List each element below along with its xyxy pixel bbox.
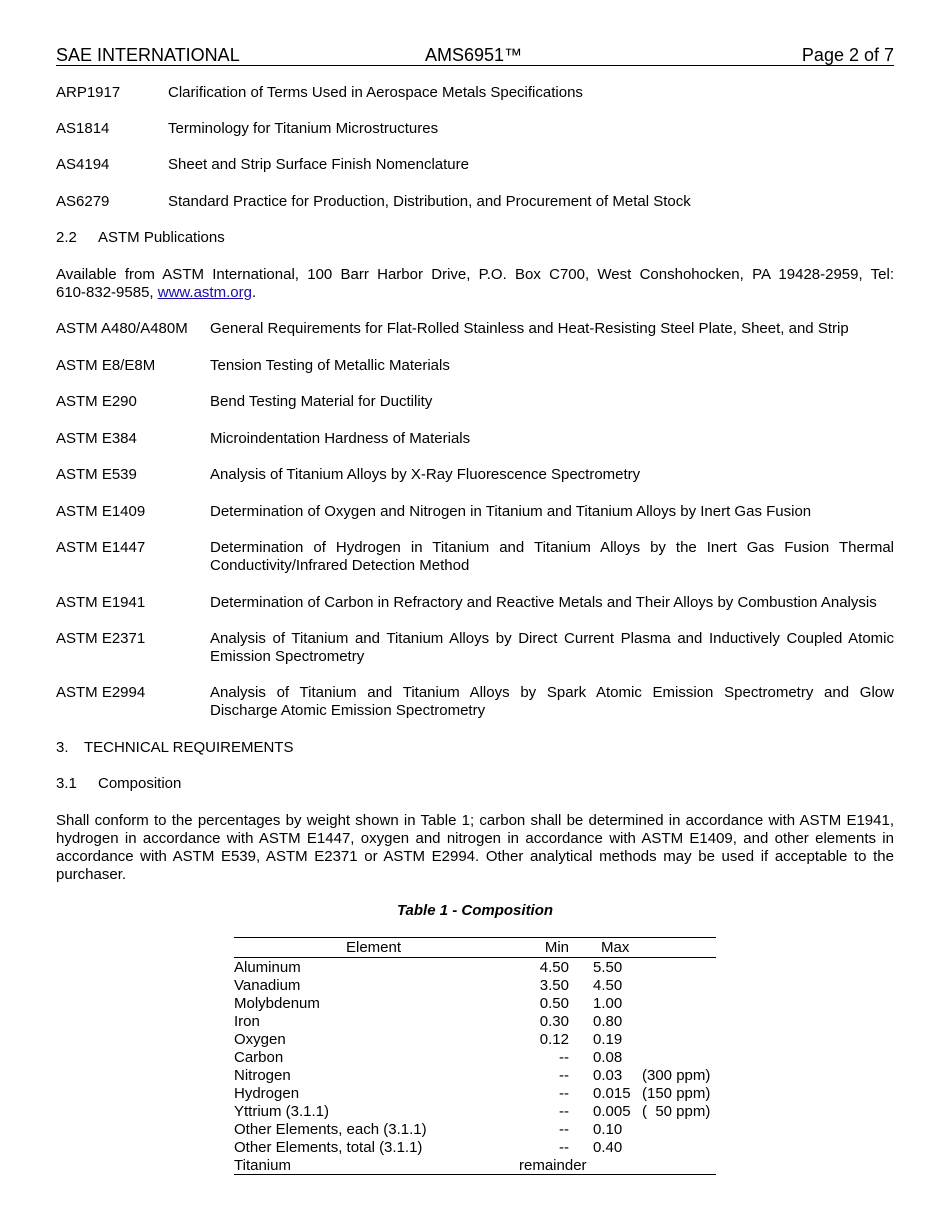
reference-code: ASTM E1409 — [56, 503, 146, 520]
cell-max: 0.40 — [593, 1139, 623, 1156]
section-title: TECHNICAL REQUIREMENTS — [84, 739, 294, 756]
cell-max: 0.10 — [593, 1121, 623, 1138]
table-row — [234, 1066, 716, 1084]
reference-title: Microindentation Hardness of Materials — [210, 430, 471, 447]
table-row — [234, 1120, 716, 1138]
reference-code: AS6279 — [56, 193, 110, 210]
cell-min: 4.50 — [539, 959, 569, 976]
cell-element: Vanadium — [234, 977, 301, 994]
cell-min: -- — [559, 1085, 569, 1102]
cell-ppm: (150 ppm) — [642, 1085, 711, 1102]
reference-title — [210, 539, 894, 575]
cell-min: -- — [559, 1121, 569, 1138]
cell-element: Iron — [234, 1013, 260, 1030]
table-row — [234, 1048, 716, 1066]
reference-code: ARP1917 — [56, 84, 121, 101]
cell-remainder: remainder — [519, 1157, 587, 1174]
cell-max: 4.50 — [593, 977, 623, 994]
cell-min: 3.50 — [539, 977, 569, 994]
cell-min: -- — [559, 1049, 569, 1066]
cell-max: 0.19 — [593, 1031, 623, 1048]
cell-element: Hydrogen — [234, 1085, 300, 1102]
column-header-min: Min — [544, 939, 569, 956]
section-number: 2.2 — [56, 229, 77, 246]
cell-min: 0.50 — [539, 995, 569, 1012]
section-number: 3.1 — [56, 775, 77, 792]
reference-title: Clarification of Terms Used in Aerospace Metals Specifications — [168, 84, 583, 101]
reference-title-line: Determination of Hydrogen in Titanium and Titanium Alloys by the Inert Gas Fusion Thermal — [210, 539, 894, 556]
reference-title-line: Discharge Atomic Emission Spectrometry — [210, 702, 486, 719]
paragraph-line: purchaser. — [56, 866, 127, 883]
reference-title — [210, 630, 894, 666]
table-row — [234, 958, 716, 976]
table-caption: Table 1 - Composition — [396, 902, 554, 919]
reference-title: Bend Testing Material for Ductility — [210, 393, 433, 410]
reference-title-line: Analysis of Titanium and Titanium Alloys by Spark Atomic Emission Spectrometry and Glow — [210, 684, 894, 701]
cell-element: Titanium — [234, 1157, 291, 1174]
header-page-number: Page 2 of 7 — [801, 45, 894, 65]
table-row — [234, 976, 716, 994]
phone-text: 610-832-9585, — [56, 284, 158, 301]
section-heading-2-2 — [56, 229, 225, 247]
reference-code: ASTM E1941 — [56, 594, 146, 611]
paragraph-line — [56, 284, 894, 302]
table-row — [234, 1102, 716, 1120]
cell-max: 0.08 — [593, 1049, 623, 1066]
composition-table — [234, 937, 716, 1175]
cell-element: Aluminum — [234, 959, 301, 976]
reference-code: ASTM E290 — [56, 393, 137, 410]
reference-title-line: Conductivity/Infrared Detection Method — [210, 557, 470, 574]
cell-max: 1.00 — [593, 995, 623, 1012]
cell-element: Oxygen — [234, 1031, 286, 1048]
reference-title: Analysis of Titanium Alloys by X-Ray Fluorescence Spectrometry — [210, 466, 641, 483]
composition-paragraph — [56, 812, 894, 884]
paragraph-line: hydrogen in accordance with ASTM E1447, oxygen and nitrogen in accordance with ASTM E1409, and other elements in — [56, 830, 894, 847]
section-heading-3-1 — [56, 775, 181, 793]
cell-min: -- — [559, 1103, 569, 1120]
table-header-row — [234, 938, 716, 958]
column-header-max: Max — [601, 939, 630, 956]
reference-code: ASTM E8/E8M — [56, 357, 156, 374]
cell-ppm: ( 50 ppm) — [642, 1103, 711, 1120]
reference-code: ASTM E2994 — [56, 684, 146, 701]
cell-element: Other Elements, each (3.1.1) — [234, 1121, 427, 1138]
cell-ppm: (300 ppm) — [642, 1067, 711, 1084]
reference-code: ASTM E384 — [56, 430, 137, 447]
cell-min: -- — [559, 1067, 569, 1084]
paragraph-line: Available from ASTM International, 100 Barr Harbor Drive, P.O. Box C700, West Conshohocken, PA 19428-2959, Tel: — [56, 266, 894, 283]
reference-title-line: Analysis of Titanium and Titanium Alloys by Direct Current Plasma and Inductively Coupled Atomic — [210, 630, 894, 647]
paragraph-line: accordance with ASTM E539, ASTM E2371 or ASTM E2994. Other analytical methods may be used if acceptable to the — [56, 848, 894, 865]
cell-element: Nitrogen — [234, 1067, 291, 1084]
cell-element: Molybdenum — [234, 995, 320, 1012]
section-title: ASTM Publications — [98, 229, 225, 246]
astm-website-link[interactable]: www.astm.org — [157, 284, 252, 301]
section-title: Composition — [98, 775, 182, 792]
reference-title: Determination of Carbon in Refractory and Reactive Metals and Their Alloys by Combustion Analysis — [210, 594, 877, 611]
cell-element: Carbon — [234, 1049, 284, 1066]
section-number: 3. — [56, 739, 69, 756]
reference-title: General Requirements for Flat-Rolled Stainless and Heat-Resisting Steel Plate, Sheet, and Strip — [210, 320, 849, 337]
reference-code: ASTM E2371 — [56, 630, 146, 647]
paragraph-line: Shall conform to the percentages by weight shown in Table 1; carbon shall be determined in accordance with ASTM E1941, — [56, 812, 894, 829]
astm-availability-paragraph — [56, 266, 894, 302]
reference-title — [210, 684, 894, 720]
cell-min: 0.30 — [539, 1013, 569, 1030]
header-document-number: AMS6951™ — [425, 45, 523, 65]
table-row — [234, 1012, 716, 1030]
cell-max: 0.015 — [593, 1085, 631, 1102]
table-row — [234, 994, 716, 1012]
reference-title: Terminology for Titanium Microstructures — [168, 120, 439, 137]
period: . — [251, 284, 257, 301]
reference-title: Standard Practice for Production, Distribution, and Procurement of Metal Stock — [168, 193, 691, 210]
reference-code: ASTM A480/A480M — [56, 320, 188, 337]
reference-title: Tension Testing of Metallic Materials — [210, 357, 450, 374]
header-organization: SAE INTERNATIONAL — [56, 45, 240, 65]
cell-min: 0.12 — [539, 1031, 569, 1048]
cell-max: 5.50 — [593, 959, 623, 976]
cell-max: 0.80 — [593, 1013, 623, 1030]
reference-title-line: Emission Spectrometry — [210, 648, 365, 665]
cell-max: 0.005 — [593, 1103, 631, 1120]
reference-code: ASTM E539 — [56, 466, 137, 483]
cell-min: -- — [559, 1139, 569, 1156]
column-header-element: Element — [346, 939, 402, 956]
reference-code: AS4194 — [56, 156, 110, 173]
table-row — [234, 1156, 716, 1174]
cell-max: 0.03 — [593, 1067, 623, 1084]
reference-title: Sheet and Strip Surface Finish Nomenclature — [168, 156, 469, 173]
page-header — [56, 44, 894, 66]
cell-element: Yttrium (3.1.1) — [234, 1103, 330, 1120]
table-row — [234, 1030, 716, 1048]
table-row — [234, 1084, 716, 1102]
reference-title: Determination of Oxygen and Nitrogen in Titanium and Titanium Alloys by Inert Gas Fusion — [210, 503, 812, 520]
reference-code: ASTM E1447 — [56, 539, 146, 556]
reference-code: AS1814 — [56, 120, 110, 137]
table-row — [234, 1138, 716, 1156]
section-heading-3 — [56, 739, 293, 757]
cell-element: Other Elements, total (3.1.1) — [234, 1139, 423, 1156]
